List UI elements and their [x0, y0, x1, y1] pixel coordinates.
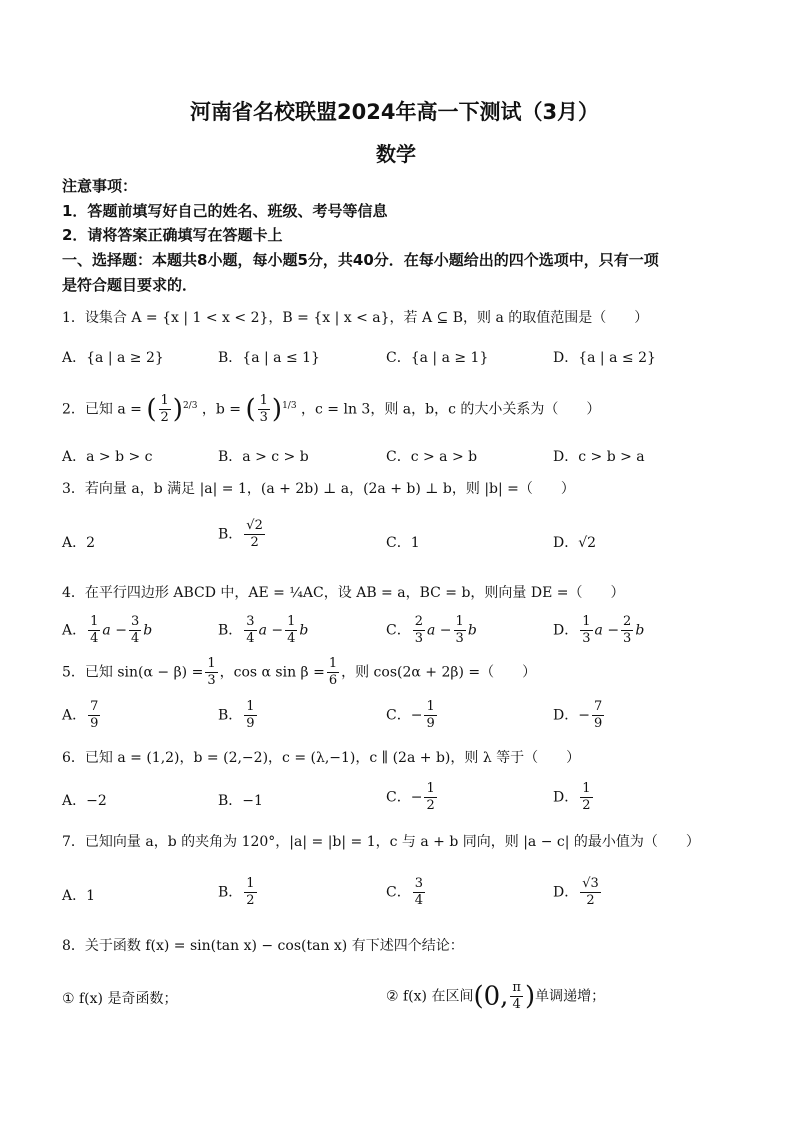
q6-option-a: A．−2	[62, 793, 107, 809]
note-item: 2．请将答案正确填写在答题卡上	[62, 226, 283, 244]
question-6-stem: 6．已知 a = (1,2)，b = (2,−2)，c = (λ,−1)，c ∥ (2a + b)，则 λ 等于（ ）	[62, 750, 581, 766]
q6-option-c: C．− $\frac{1}{2}$	[386, 781, 435, 813]
q3-option-c: C．1	[386, 535, 420, 551]
q1-option-d: D．{a | a ≤ 2}	[553, 350, 656, 366]
q2-option-d: D．c > b > a	[553, 449, 645, 465]
q4-option-b: B． $\frac{3}{4}$ a − $\frac{1}{4}$ b	[218, 614, 309, 646]
question-4-stem: 4．在平行四边形 ABCD 中，AE = ¼AC，设 AB = a，BC = b，则向量 DE =（ ）	[62, 585, 625, 601]
q5-option-d: D．− $\frac{7}{9}$	[553, 699, 603, 731]
q4-option-c: C． $\frac{2}{3}$ a − $\frac{1}{3}$ b	[386, 614, 477, 646]
q4-option-a: A． $\frac{1}{4}$ a − $\frac{3}{4}$ b	[62, 614, 153, 646]
q5-option-a: A． $\frac{7}{9}$	[62, 699, 99, 731]
q1-option-a: A．{a | a ≥ 2}	[62, 350, 164, 366]
page-title: 河南省名校联盟2024年高一下测试（3月）	[190, 100, 600, 124]
question-2-stem: 2．已知 a = ( $\frac{1}{2}$ )$^{2/3}$ ，b = ( $\frac{1}{3}$ )$^{1/3}$ ，c = ln 3，则 a，b，c 的大小关系为（ ）	[62, 393, 601, 425]
q7-option-c: C． $\frac{3}{4}$	[386, 876, 423, 908]
q2-option-c: C．c > a > b	[386, 449, 478, 465]
q8-conclusion-2: ② f(x) 在区间(0, $\frac{\pi}{4}$ )单调递增；	[386, 980, 606, 1012]
question-3-stem: 3．若向量 a，b 满足 |a| = 1，(a + 2b) ⊥ a，(2a + b) ⊥ b，则 |b| =（ ）	[62, 481, 575, 497]
q7-option-d: D． $\frac{√3}{2}$	[553, 876, 599, 908]
q6-option-b: B．−1	[218, 793, 263, 809]
section-heading: 一、选择题：本题共8小题，每小题5分，共40分．在每小题给出的四个选项中，只有一项	[62, 251, 659, 269]
question-7-stem: 7．已知向量 a，b 的夹角为 120°，|a| = |b| = 1，c 与 a + b 同向，则 |a − c| 的最小值为（ ）	[62, 834, 700, 850]
q5-option-b: B． $\frac{1}{9}$	[218, 699, 255, 731]
q7-option-a: A．1	[62, 888, 96, 904]
section-heading-cont: 是符合题目要求的．	[62, 276, 198, 294]
q6-option-d: D． $\frac{1}{2}$	[553, 781, 591, 813]
notes-heading: 注意事项：	[62, 177, 138, 195]
q8-conclusion-1: ① f(x) 是奇函数；	[62, 991, 178, 1007]
q3-option-b: B． $\frac{√2}{2}$	[218, 518, 263, 550]
q3-option-a: A．2	[62, 535, 96, 551]
q4-option-d: D． $\frac{1}{3}$ a − $\frac{2}{3}$ b	[553, 614, 645, 646]
q1-option-c: C．{a | a ≥ 1}	[386, 350, 489, 366]
question-1-stem: 1．设集合 A = {x | 1 < x < 2}，B = {x | x < a}，若 A ⊆ B，则 a 的取值范围是（ ）	[62, 310, 649, 326]
subject-title: 数学	[376, 142, 416, 166]
question-5-stem: 5．已知 sin(α − β) = $\frac{1}{3}$ ，cos α sin β = $\frac{1}{6}$ ，则 cos(2α + 2β) =（ ）	[62, 656, 537, 688]
q2-option-b: B．a > c > b	[218, 449, 309, 465]
q5-option-c: C．− $\frac{1}{9}$	[386, 699, 435, 731]
note-item: 1．答题前填写好自己的姓名、班级、考号等信息	[62, 202, 388, 220]
q3-option-d: D．√2	[553, 535, 597, 551]
question-8-stem: 8．关于函数 f(x) = sin(tan x) − cos(tan x) 有下述四个结论：	[62, 938, 464, 954]
q2-option-a: A．a > b > c	[62, 449, 153, 465]
q7-option-b: B． $\frac{1}{2}$	[218, 876, 255, 908]
q1-option-b: B．{a | a ≤ 1}	[218, 350, 320, 366]
